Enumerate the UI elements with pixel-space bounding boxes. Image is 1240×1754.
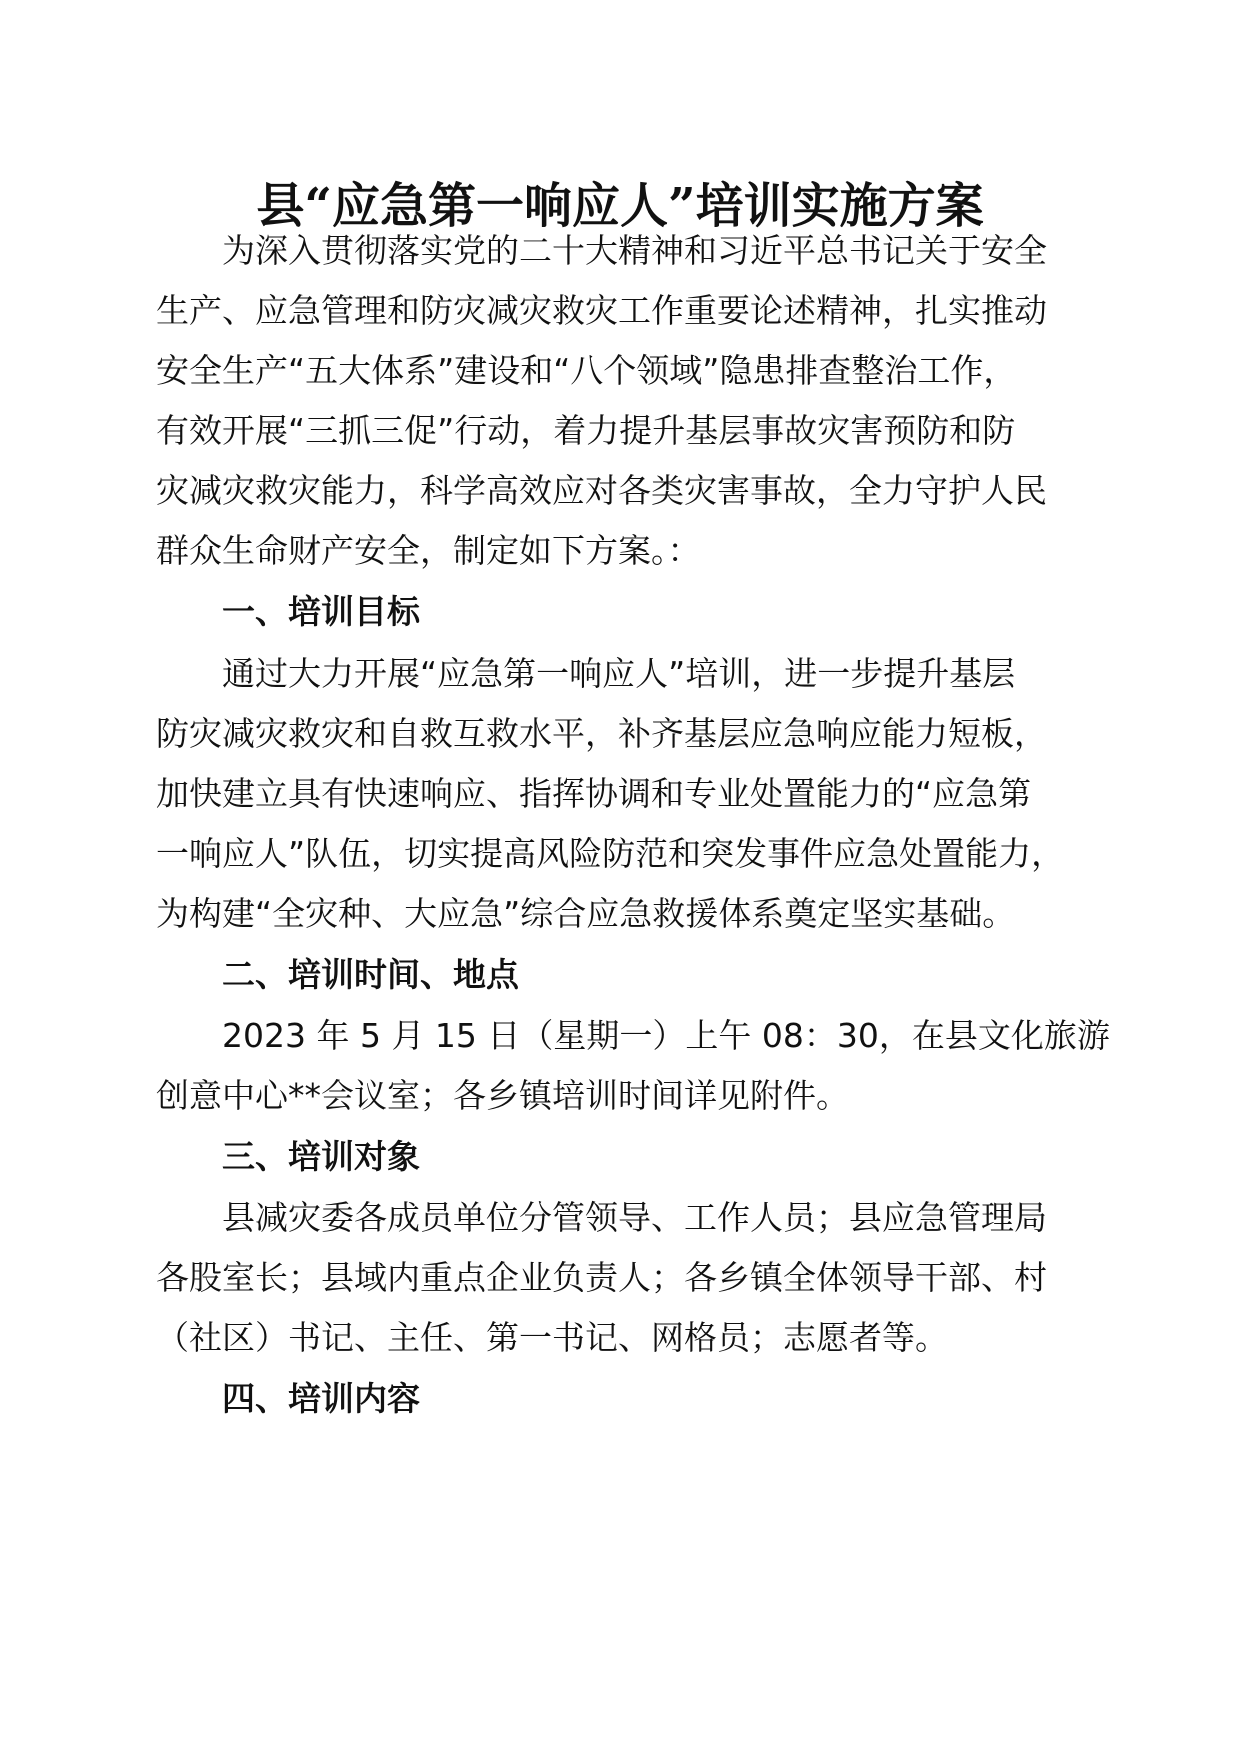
- section-line: 2023 年 5 月 15 日（星期一）上午 08：30，在县文化旅游: [222, 1016, 1110, 1055]
- section-line: 县减灾委各成员单位分管领导、工作人员；县应急管理局: [222, 1198, 1047, 1237]
- section-line: 创意中心**会议室；各乡镇培训时间详见附件。: [156, 1076, 849, 1115]
- section-line: 通过大力开展“应急第一响应人”培训，进一步提升基层: [222, 654, 1016, 693]
- section-heading: 三、培训对象: [222, 1137, 420, 1176]
- intro-line: 灾减灾救灾能力，科学高效应对各类灾害事故，全力守护人民: [156, 471, 1047, 510]
- section-heading: 四、培训内容: [222, 1379, 420, 1418]
- section-line: 防灾减灾救灾和自救互救水平，补齐基层应急响应能力短板，: [156, 714, 1047, 753]
- section-heading: 一、培训目标: [222, 592, 420, 631]
- section-line: 一响应人”队伍，切实提高风险防范和突发事件应急处置能力，: [156, 834, 1065, 873]
- section-line: 各股室长；县域内重点企业负责人；各乡镇全体领导干部、村: [156, 1258, 1047, 1297]
- intro-line: 群众生命财产安全，制定如下方案。：: [156, 531, 701, 570]
- section-line: 加快建立具有快速响应、指挥协调和专业处置能力的“应急第: [156, 774, 1032, 813]
- section-line: 为构建“全灾种、大应急”综合应急救援体系奠定坚实基础。: [156, 894, 1016, 933]
- document-title: 县“应急第一响应人”培训实施方案: [256, 178, 984, 234]
- intro-line: 为深入贯彻落实党的二十大精神和习近平总书记关于安全: [222, 231, 1047, 270]
- intro-line: 安全生产“五大体系”建设和“八个领域”隐患排查整治工作，: [156, 351, 1017, 390]
- intro-line: 生产、应急管理和防灾减灾救灾工作重要论述精神，扎实推动: [156, 291, 1047, 330]
- section-heading: 二、培训时间、地点: [222, 955, 519, 994]
- section-line: （社区）书记、主任、第一书记、网格员；志愿者等。: [156, 1318, 948, 1357]
- intro-line: 有效开展“三抓三促”行动，着力提升基层事故灾害预防和防: [156, 411, 1016, 450]
